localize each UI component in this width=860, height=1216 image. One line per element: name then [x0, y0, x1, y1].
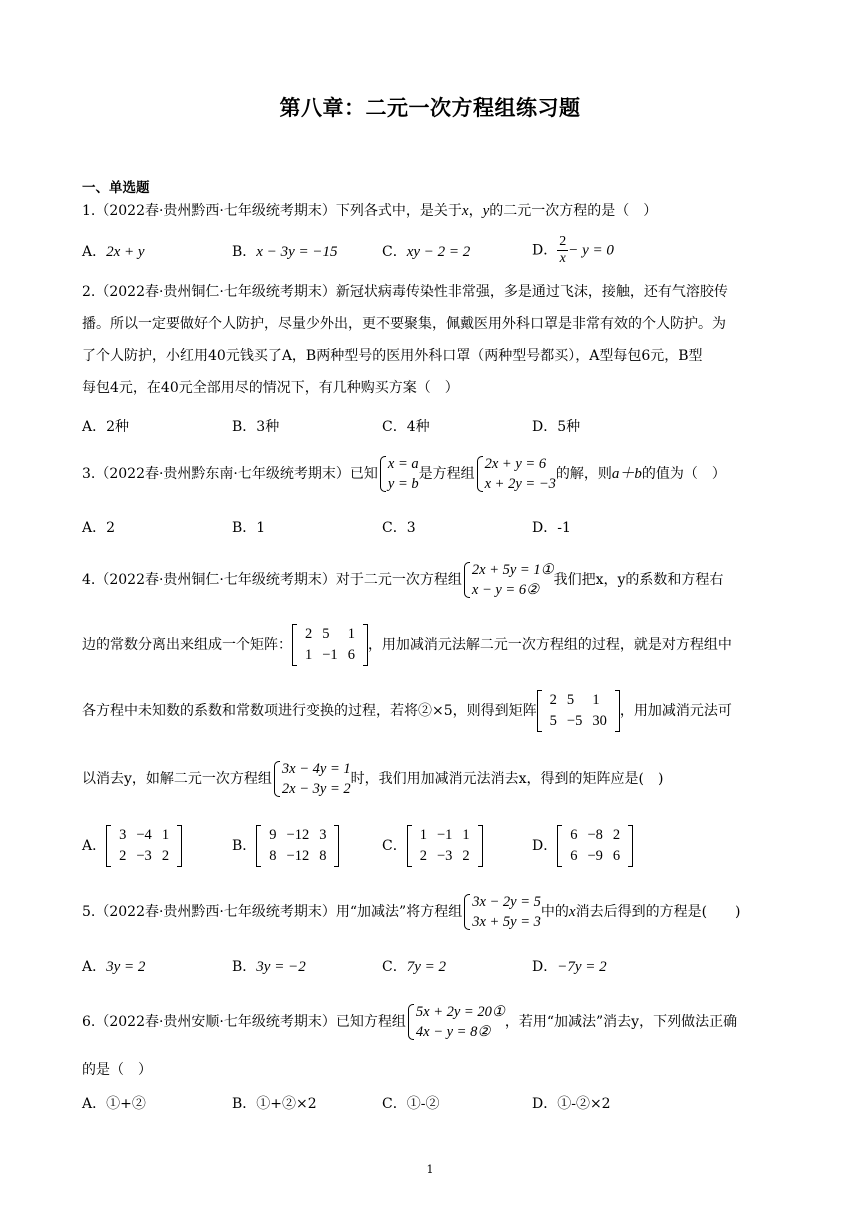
q6-line-2: 的是（ ） [82, 1062, 152, 1078]
q5-option-d[interactable]: D．−7y = 2 [532, 959, 607, 975]
q6-stem: 6.（2022春·贵州安顺·七年级统考期末）已知方程组 5x + 2y = 20① 4x − y = 8② ，若用“加减法”消去y，下列做法正确 [82, 1004, 738, 1040]
q2-line-2: 播。所以一定要做好个人防护，尽量少外出，更不要聚集，佩戴医用外科口罩是非常有效的个人防护。为 [82, 316, 726, 332]
q4-option-a[interactable]: A． 3 −4 1 2 −3 2 [82, 825, 182, 867]
matrix: 2 5 1 1 −1 6 [292, 624, 368, 666]
q3-option-c[interactable]: C．3 [382, 520, 416, 536]
page-title: 第八章：二元一次方程组练习题 [279, 96, 581, 120]
q2-option-b[interactable]: B．3种 [232, 419, 280, 435]
q6-option-b[interactable]: B．①+②×2 [232, 1096, 317, 1112]
q3-option-a[interactable]: A．2 [82, 520, 116, 536]
q2-line-3: 了个人防护，小红用40元钱买了A，B两种型号的医用外科口罩（两种型号都买），A型每包6元，B型 [82, 348, 703, 364]
q5-stem: 5.（2022春·贵州黔西·七年级统考期末）用“加减法”将方程组 3x − 2y = 5 3x + 5y = 3 中的x消去后得到的方程是( ) [82, 894, 741, 930]
q2-option-a[interactable]: A．2种 [82, 419, 130, 435]
q6-option-c[interactable]: C．①-② [382, 1096, 440, 1112]
q6-option-a[interactable]: A．①+② [82, 1096, 146, 1112]
matrix: 1 −1 1 2 −3 2 [407, 825, 483, 867]
q4-option-d[interactable]: D． 6 −8 2 6 −9 6 [532, 825, 633, 867]
q3-stem: 3.（2022春·贵州黔东南·七年级统考期末）已知 x = a y = b 是方程组 2x + y = 6 x + 2y = −3 的解，则a＋b的值为（ ） [82, 456, 726, 492]
q4-option-b[interactable]: B． 9 −12 3 8 −12 8 [232, 825, 339, 867]
q1-option-c[interactable]: C．xy − 2 = 2 [382, 244, 471, 260]
q2-line-1: 2.（2022春·贵州铜仁·七年级统考期末）新冠状病毒传染性非常强，多是通过飞沫，接触，还有气溶胶传 [82, 284, 728, 300]
q2-line-4: 每包4元，在40元全部用尽的情况下，有几种购买方案（ ） [82, 380, 459, 396]
q5-option-c[interactable]: C．7y = 2 [382, 959, 446, 975]
fraction: $\frac{2}{x}$ [559, 234, 567, 266]
q5-option-a[interactable]: A．3y = 2 [82, 959, 146, 975]
q5-option-b[interactable]: B．3y = −2 [232, 959, 306, 975]
q4-line-4: 以消去y，如解二元一次方程组 3x − 4y = 1 2x − 3y = 2 时，我们用加减消元法消去x，得到的矩阵应是( ) [82, 761, 664, 797]
q4-option-c[interactable]: C． 1 −1 1 2 −3 2 [382, 825, 483, 867]
equation-system: 5x + 2y = 20① 4x − y = 8② [406, 1002, 505, 1042]
q6-option-d[interactable]: D．①-②×2 [532, 1096, 611, 1112]
equation-system: 3x − 2y = 5 3x + 5y = 3 [462, 892, 541, 932]
matrix: 6 −8 2 6 −9 6 [557, 825, 633, 867]
q1-option-d[interactable]: D． $\frac{2}{x}$ − y = 0 [532, 234, 614, 266]
q1-option-a[interactable]: A．2x + y [82, 244, 145, 260]
matrix: 9 −12 3 8 −12 8 [256, 825, 339, 867]
q2-option-d[interactable]: D．5种 [532, 419, 581, 435]
equation-system: 3x − 4y = 1 2x − 3y = 2 [272, 759, 351, 799]
section-heading: 一、单选题 [82, 180, 150, 196]
q4-line-3: 各方程中未知数的系数和常数项进行变换的过程，若将②×5，则得到矩阵 2 5 1 5 −5 30 ，用加减消元法可 [82, 690, 732, 732]
q1-stem: 1.（2022春·贵州黔西·七年级统考期末）下列各式中，是关于x，y的二元一次方程的是（ ） [82, 203, 658, 219]
matrix: 2 5 1 5 −5 30 [537, 690, 620, 732]
q4-line-2: 边的常数分离出来组成一个矩阵： 2 5 1 1 −1 6 ，用加减消元法解二元一次方程组的过程，就是对方程组中 [82, 624, 732, 666]
matrix: 3 −4 1 2 −3 2 [106, 825, 182, 867]
q3-option-d[interactable]: D．-1 [532, 520, 571, 536]
q4-stem: 4.（2022春·贵州铜仁·七年级统考期末）对于二元一次方程组 2x + 5y = 1① x − y = 6② 我们把x，y的系数和方程右 [82, 562, 724, 598]
q2-option-c[interactable]: C．4种 [382, 419, 430, 435]
equation-system: x = a y = b [378, 454, 419, 494]
equation-system: 2x + 5y = 1① x − y = 6② [462, 560, 554, 600]
equation-system: 2x + y = 6 x + 2y = −3 [475, 454, 556, 494]
page-number: 1 [426, 1163, 434, 1176]
q3-option-b[interactable]: B．1 [232, 520, 266, 536]
q1-option-b[interactable]: B．x − 3y = −15 [232, 244, 338, 260]
